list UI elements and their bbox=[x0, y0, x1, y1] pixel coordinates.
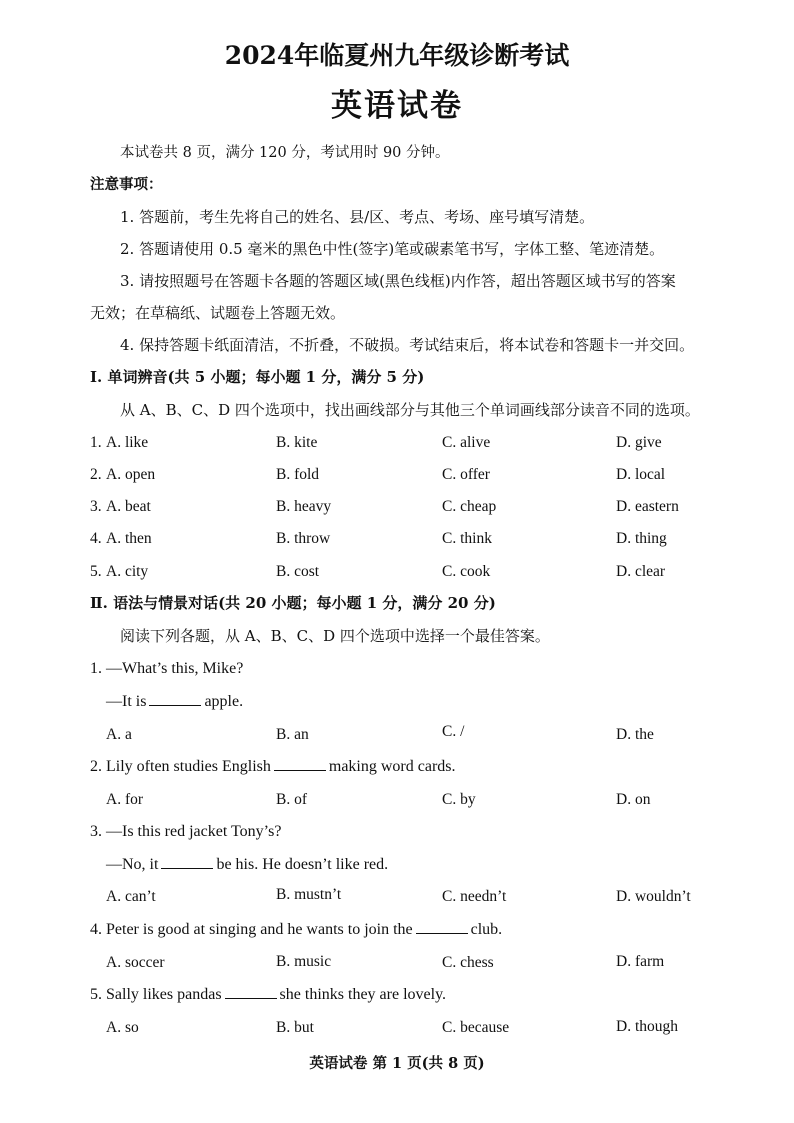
section1-instruction: 从 A、B、C、D 四个选项中，找出画线部分与其他三个单词画线部分读音不同的选项。 bbox=[120, 401, 700, 419]
option-d: D. though bbox=[616, 1018, 678, 1035]
option-d: D. thing bbox=[616, 530, 667, 547]
option-c: C. offer bbox=[442, 466, 490, 483]
notes-heading: 注意事项： bbox=[90, 176, 163, 193]
question-number: 3. bbox=[90, 498, 102, 515]
question-stem bbox=[106, 694, 243, 710]
option-d: D. on bbox=[616, 791, 651, 808]
option-b: B. of bbox=[276, 791, 307, 808]
option-c: C. chess bbox=[442, 954, 494, 971]
option-b: B. cost bbox=[276, 563, 320, 580]
question-number: 2. bbox=[90, 466, 102, 483]
question-stem: 3. —Is this red jacket Tony’s? bbox=[90, 823, 282, 840]
question-stem bbox=[90, 759, 456, 775]
option-b: B. music bbox=[276, 953, 332, 970]
stem-part: —It is bbox=[106, 693, 147, 710]
question-stem bbox=[106, 857, 388, 873]
answer-blank bbox=[225, 997, 277, 999]
option-d: D. clear bbox=[616, 563, 666, 580]
option-a: A. then bbox=[106, 530, 152, 547]
option-c: C. needn’t bbox=[442, 888, 507, 905]
question-stem bbox=[90, 987, 446, 1003]
option-c: C. alive bbox=[442, 434, 491, 451]
stem-part: apple. bbox=[204, 693, 244, 710]
option-b: B. but bbox=[276, 1019, 314, 1036]
option-b: B. fold bbox=[276, 466, 320, 483]
stem-part: 4. Peter is good at singing and he wants to join the bbox=[90, 921, 413, 938]
option-c: C. / bbox=[442, 723, 465, 740]
option-d: D. farm bbox=[616, 953, 665, 970]
stem-part: 2. Lily often studies English bbox=[90, 758, 271, 775]
stem-part: making word cards. bbox=[328, 758, 456, 775]
option-d: D. the bbox=[616, 726, 654, 743]
exam-subtitle: 英语试卷 bbox=[331, 88, 463, 124]
option-b: B. kite bbox=[276, 434, 318, 451]
option-a: A. soccer bbox=[106, 954, 165, 971]
option-c: C. think bbox=[442, 530, 492, 547]
section2-instruction: 阅读下列各题，从 A、B、C、D 四个选项中选择一个最佳答案。 bbox=[120, 627, 550, 645]
stem-part: 5. Sally likes pandas bbox=[90, 986, 222, 1003]
option-a: A. so bbox=[106, 1019, 139, 1036]
option-c: C. by bbox=[442, 791, 476, 808]
answer-blank bbox=[149, 704, 201, 706]
intro-text: 本试卷共 8 页，满分 120 分，考试用时 90 分钟。 bbox=[120, 145, 450, 161]
option-a: A. can’t bbox=[106, 888, 156, 905]
option-d: D. wouldn’t bbox=[616, 888, 691, 905]
question-number: 1. bbox=[90, 434, 102, 451]
question-number: 4. bbox=[90, 530, 102, 547]
option-a: A. for bbox=[106, 791, 144, 808]
note-item: 1. 答题前，考生先将自己的姓名、县/区、考点、考场、座号填写清楚。 bbox=[120, 208, 595, 226]
answer-blank bbox=[161, 867, 213, 869]
note-item: 2. 答题请使用 0.5 毫米的黑色中性(签字)笔或碳素笔书写，字体工整、笔迹清楚。 bbox=[120, 240, 665, 258]
stem-part: club. bbox=[470, 921, 503, 938]
option-d: D. eastern bbox=[616, 498, 679, 515]
option-a: A. city bbox=[106, 563, 149, 580]
option-d: D. local bbox=[616, 466, 666, 483]
option-b: B. throw bbox=[276, 530, 331, 547]
option-d: D. give bbox=[616, 434, 662, 451]
answer-blank bbox=[416, 932, 468, 934]
option-a: A. like bbox=[106, 434, 149, 451]
stem-part: be his. He doesn’t like red. bbox=[216, 856, 389, 873]
stem-part: she thinks they are lovely. bbox=[279, 986, 447, 1003]
section2-heading: Ⅱ. 语法与情景对话(共 20 小题；每小题 1 分，满分 20 分) bbox=[90, 594, 496, 612]
option-b: B. an bbox=[276, 726, 309, 743]
option-c: C. cook bbox=[442, 563, 491, 580]
option-c: C. because bbox=[442, 1019, 510, 1036]
option-b: B. mustn’t bbox=[276, 886, 342, 903]
option-b: B. heavy bbox=[276, 498, 332, 515]
option-a: A. beat bbox=[106, 498, 151, 515]
question-number: 5. bbox=[90, 563, 102, 580]
option-a: A. a bbox=[106, 726, 132, 743]
note-item: 无效；在草稿纸、试题卷上答题无效。 bbox=[90, 304, 346, 322]
option-c: C. cheap bbox=[442, 498, 497, 515]
section1-heading: Ⅰ. 单词辨音(共 5 小题；每小题 1 分，满分 5 分) bbox=[90, 368, 425, 386]
option-a: A. open bbox=[106, 466, 156, 483]
stem-part: —No, it bbox=[106, 856, 159, 873]
answer-blank bbox=[274, 769, 326, 771]
question-stem bbox=[90, 922, 502, 938]
exam-title: 2024年临夏州九年级诊断考试 bbox=[224, 41, 570, 70]
page-footer: 英语试卷 第 1 页(共 8 页) bbox=[309, 1055, 485, 1072]
note-item: 3. 请按照题号在答题卡各题的答题区域(黑色线框)内作答，超出答题区域书写的答案 bbox=[120, 272, 676, 290]
note-item: 4. 保持答题卡纸面清洁，不折叠，不破损。考试结束后，将本试卷和答题卡一并交回。 bbox=[120, 336, 695, 354]
question-stem: 1. —What’s this, Mike? bbox=[90, 660, 244, 677]
